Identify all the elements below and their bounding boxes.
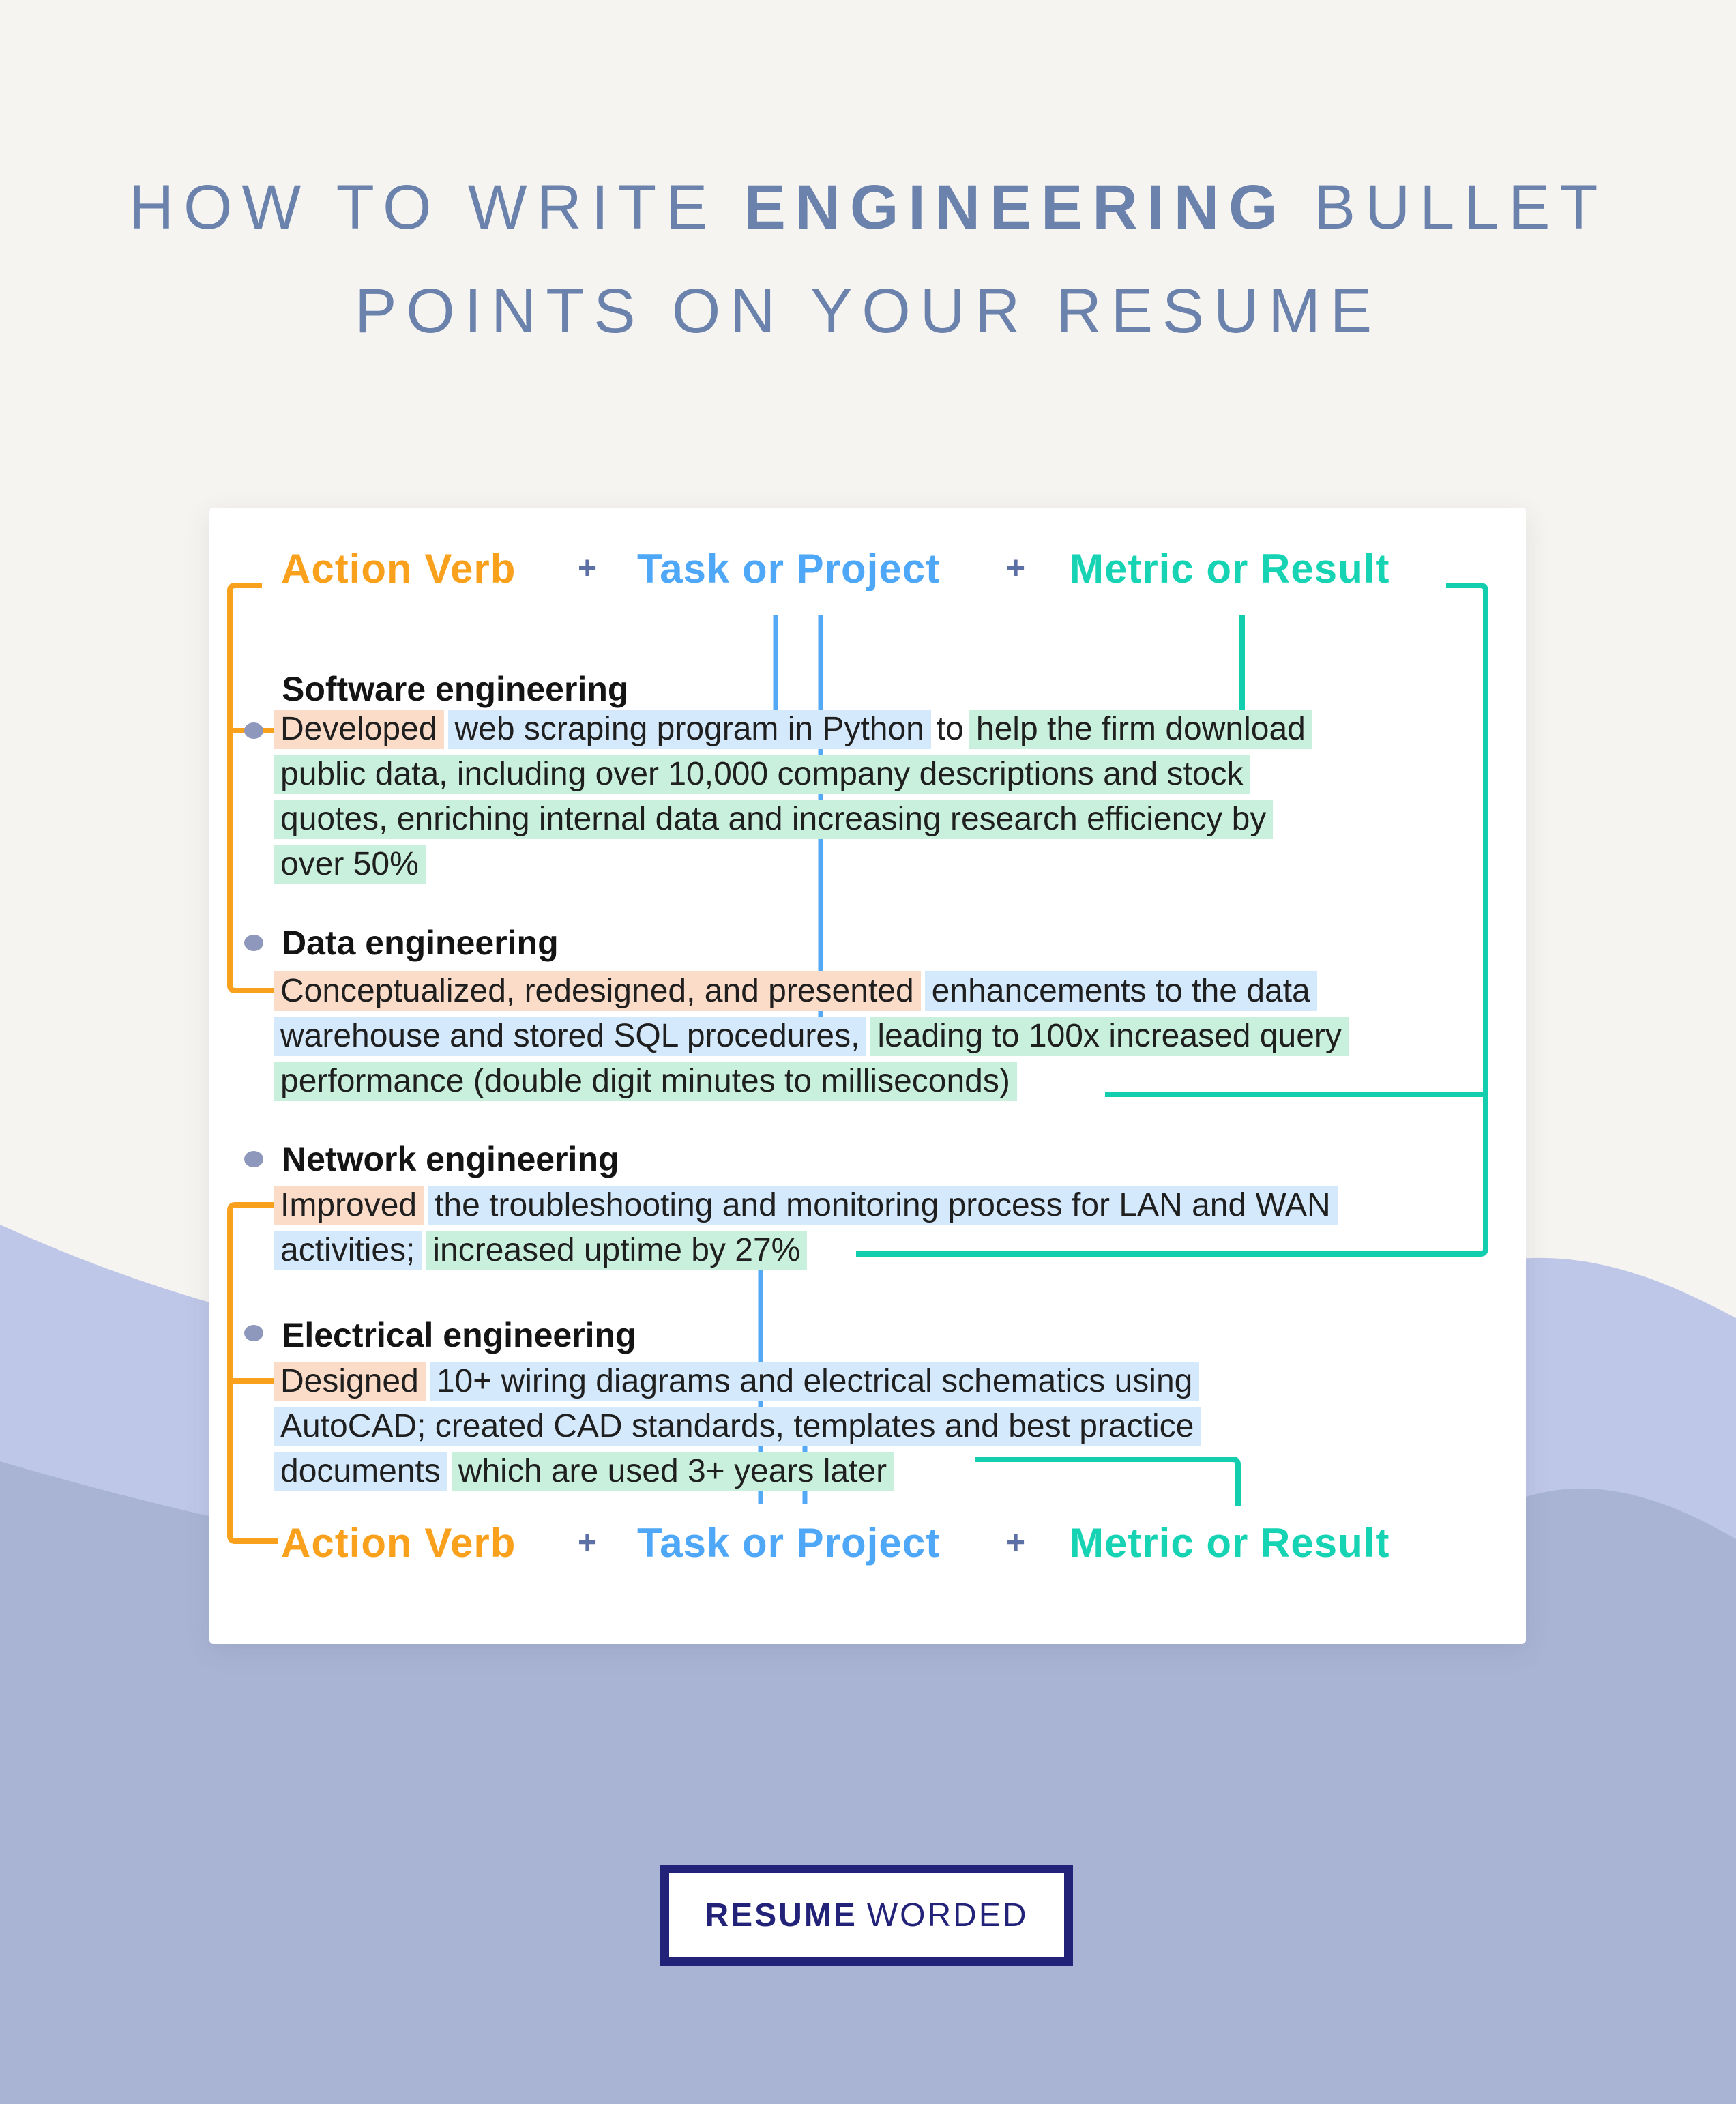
highlight-green-segment: performance (double digit minutes to milliseconds): [274, 1062, 1017, 1101]
plus-sign-bottom-1: +: [578, 1525, 598, 1561]
bullet-line: [274, 1062, 1017, 1101]
metric-bracket-right: [856, 585, 1486, 1254]
logo-text-regular: WORDED: [866, 1897, 1029, 1933]
highlight-green-segment: over 50%: [274, 845, 426, 884]
highlight-blue-segment: web scraping program in Python: [448, 710, 931, 749]
highlight-blue-segment: warehouse and stored SQL procedures,: [274, 1017, 866, 1056]
bullet-dot-icon: [244, 1151, 263, 1167]
resume-worded-logo: [660, 1865, 1073, 1966]
bullet-line: [274, 1407, 1201, 1446]
bullet-line: [274, 755, 1250, 794]
highlight-green-segment: public data, including over 10,000 company descriptions and stock: [274, 755, 1250, 794]
highlight-blue-segment: activities;: [274, 1231, 422, 1270]
bullet-line: [274, 1231, 807, 1270]
highlight-blue-segment: 10+ wiring diagrams and electrical schematics using: [430, 1362, 1200, 1401]
bullet-line: [274, 1362, 1199, 1401]
bullet-dot-icon: [244, 1325, 263, 1341]
bullet-line: [274, 971, 1317, 1011]
highlight-green-segment: leading to 100x increased query: [870, 1017, 1348, 1056]
plus-sign-bottom-2: +: [1006, 1525, 1027, 1561]
section-heading: Data engineering: [282, 924, 559, 962]
bullet-line: [274, 800, 1273, 839]
bullet-dot-icon: [244, 722, 263, 739]
plus-sign-top-1: +: [578, 551, 598, 587]
highlight-blue-segment: documents: [274, 1452, 447, 1491]
page-title: [0, 156, 1736, 363]
bullet-line: [274, 1452, 894, 1491]
bullet-line: [274, 845, 426, 884]
bullet-line: [274, 1186, 1338, 1225]
section-heading: Network engineering: [282, 1140, 619, 1178]
label-task-or-project-top: Task or Project: [637, 546, 941, 591]
title-line1-bold: ENGINEERING: [744, 173, 1287, 242]
logo-text-bold: RESUME: [705, 1897, 857, 1933]
highlight-green-segment: help the firm download: [969, 710, 1312, 749]
label-task-or-project-bottom: Task or Project: [637, 1520, 941, 1566]
page-title-line1: [0, 156, 1736, 259]
bullet-dot-icon: [244, 935, 263, 951]
highlight-peach-segment: Conceptualized, redesigned, and presented: [274, 971, 921, 1011]
label-metric-or-result-top: Metric or Result: [1070, 546, 1390, 591]
highlight-blue-segment: enhancements to the data: [925, 971, 1317, 1011]
plus-sign-top-2: +: [1006, 551, 1027, 587]
highlight-peach-segment: Designed: [274, 1362, 426, 1401]
metric-connector-bottom: [975, 1459, 1238, 1506]
highlight-green-segment: increased uptime by 27%: [426, 1231, 807, 1270]
action-verb-bracket-top: [230, 585, 275, 991]
highlight-green-segment: quotes, enriching internal data and increasing research efficiency by: [274, 800, 1273, 839]
highlight-blue-segment: AutoCAD; created CAD standards, templates and best practice: [274, 1407, 1201, 1446]
label-action-verb-bottom: Action Verb: [281, 1520, 516, 1566]
section-heading: Software engineering: [282, 670, 629, 708]
action-verb-bracket-bottom: [230, 1205, 278, 1541]
highlight-green-segment: which are used 3+ years later: [452, 1452, 894, 1491]
highlight-blue-segment: the troubleshooting and monitoring process for LAN and WAN: [428, 1186, 1338, 1225]
label-action-verb-top: Action Verb: [281, 546, 516, 591]
label-metric-or-result-bottom: Metric or Result: [1070, 1520, 1390, 1566]
bullet-line: [274, 1017, 1349, 1056]
title-line1-post: BULLET: [1286, 173, 1608, 242]
highlight-peach-segment: Developed: [274, 710, 444, 749]
title-line1-pre: HOW TO WRITE: [128, 173, 744, 242]
bullet-line: [274, 710, 1312, 749]
resume-example-card: [209, 508, 1526, 1644]
section-heading: Electrical engineering: [282, 1316, 636, 1354]
highlight-none-segment: to: [936, 711, 964, 747]
highlight-peach-segment: Improved: [274, 1186, 424, 1225]
page-title-line2: POINTS ON YOUR RESUME: [355, 276, 1381, 346]
